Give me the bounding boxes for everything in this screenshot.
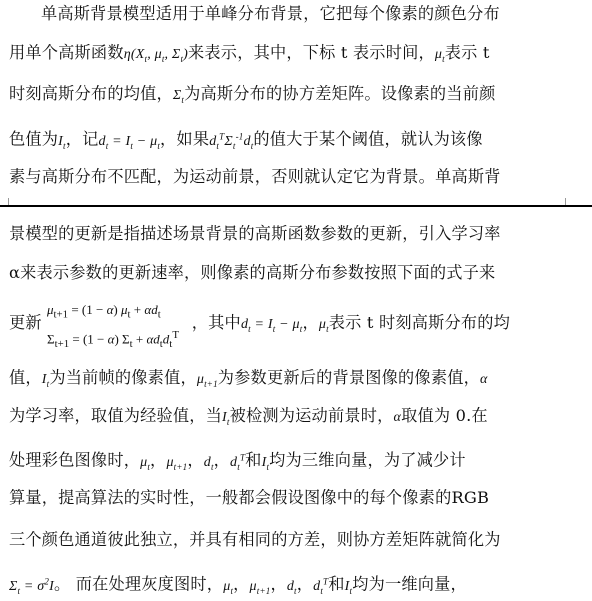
paragraph-line-3: 时刻高斯分布的均值，$\Sigma_t$为高斯分布的协方差矩阵。设像素的当前颜 [9, 84, 496, 105]
paragraph-line-14: $\Sigma_t = \sigma^2I$。 而在处理灰度图时，$\mu_t$，$\mu_{t+1}$，$d_t$，$d_t^T$和$I_t$均为一维向量， [9, 574, 467, 596]
paragraph-line-10: 为学习率，取值为经验值，当$I_t$被检测为运动前景时，α取值为 0.在 [9, 406, 488, 427]
paragraph-line-7: α来表示参数的更新速率，则像素的高斯分布参数按照下面的式子来 [9, 263, 496, 282]
paragraph-line-11: 处理彩色图像时，$\mu_t$，$\mu_{t+1}$，$d_t$，$d_t^T$和$I_t$均为三维向量，为了减少计 [9, 450, 466, 472]
paragraph-line-1: 单高斯背景模型适用于单峰分布背景，它把每个像素的颜色分布 [41, 4, 500, 23]
paragraph-line-12: 算量，提高算法的实时性，一般都会假设图像中的每个像素的RGB [9, 488, 490, 507]
paragraph-line-4: 色值为$I_t$，记$d_t = I_t - \mu_t$，如果$d_t^T\Sigma_t^{-1}d_t$的值大于某个阈值，就认为该像 [9, 129, 483, 151]
paragraph-line-9: 值，$I_t$为当前帧的像素值，$\mu_{t+1}$为参数更新后的背景图像的像素值，α [9, 368, 488, 389]
update-equations [47, 300, 207, 350]
paragraph-line-2: 用单个高斯函数$\eta(X_t$, $\mu_t$, $\Sigma_t$)来表示，其中，下标 t 表示时间，$\mu_t$表示 t [9, 43, 490, 64]
paragraph-line-6: 景模型的更新是指描述场景背景的高斯函数参数的更新，引入学习率 [9, 224, 501, 243]
paragraph-line-8: 更新 ，其中$d_t = I_t - \mu_t$，$\mu_t$表示 t 时刻高斯分布的均 [9, 313, 511, 334]
mean-update-equation: $\mu_{t+1} = (1 - \alpha) \mu_t + \alpha d_t$ [47, 302, 161, 321]
covariance-update-equation: $\Sigma_{t+1} = (1 - \alpha) \Sigma_t + \alpha d_td_t^T$ [47, 328, 179, 350]
page-break-rule [0, 205, 592, 207]
paragraph-line-5: 素与高斯分布不匹配，为运动前景，否则就认定它为背景。单高斯背 [9, 167, 501, 186]
paragraph-line-13: 三个颜色通道彼此独立，并具有相同的方差，则协方差矩阵就简化为 [9, 530, 501, 549]
